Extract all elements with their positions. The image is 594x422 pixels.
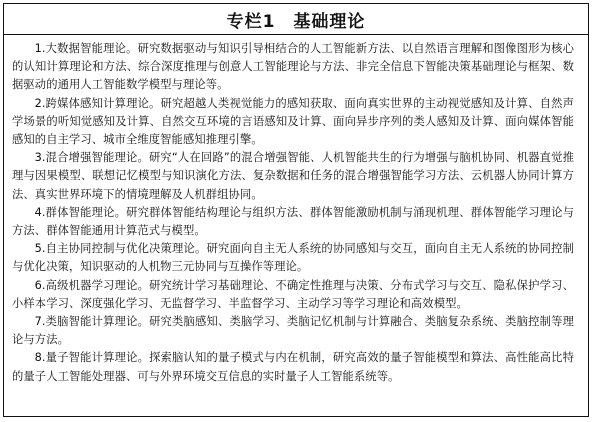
item-number: 3.	[34, 151, 46, 165]
item-body: 研究类脑感知、类脑学习、类脑记忆机制与计算融合、类脑复杂系统、类脑控制等理论与方法。	[12, 315, 574, 347]
box-header	[4, 4, 588, 35]
box-title	[227, 7, 366, 32]
item-body: 研究数据驱动与知识引导相结合的人工智能新方法、以自然语言理解和图像图形为核心的认知计算理论和方法、综合深度推理与创意人工智能理论与方法、非完全信息下智能决策基础理论与框架、数据驱动的通用人工智能数学模型与理论等。	[12, 42, 574, 92]
item-number: 8.	[34, 351, 46, 365]
item-number: 6.	[34, 278, 46, 292]
item-body: 研究群体智能结构理论与组织方法、群体智能激励机制与涌现机理、群体智能学习理论与方法、群体智能通用计算范式与模型。	[12, 205, 575, 238]
item-heading: 量子智能计算理论。	[45, 351, 150, 365]
item-number: 1.	[34, 42, 46, 55]
item-body: 研究“人在回路”的混合增强智能、人机智能共生的行为增强与脑机协同、机器直觉推理与因果模型、联想记忆模型与知识演化方法、复杂数据和任务的混合增强智能学习方法、云机器人协同计算方法、真实世界环境下的情境理解及人机群组协同。	[12, 151, 574, 201]
item-body: 研究面向自主无人系统的协同感知与交互，面向自主无人系统的协同控制与优化决策，知识驱动的人机物三元协同与互操作等理论。	[12, 242, 575, 274]
item-body: 探索脑认知的量子模式与内在机制，研究高效的量子智能模型和算法、高性能高比特的量子人工智能处理器、可与外界环境交互信息的实时量子人工智能系统等。	[12, 351, 574, 383]
item-heading: 高级机器学习理论。	[45, 278, 150, 292]
item-heading: 跨媒体感知计算理论。	[45, 96, 161, 110]
paragraph-item-2	[12, 95, 574, 150]
item-heading: 自主协同控制与优化决策理论。	[45, 242, 207, 256]
item-number: 5.	[34, 242, 46, 256]
item-heading: 大数据智能理论。	[45, 42, 138, 55]
item-number: 4.	[34, 205, 46, 219]
column-title: 基础理论	[293, 11, 366, 32]
item-heading: 群体智能理论。	[45, 205, 127, 219]
paragraph-item-5	[12, 240, 574, 276]
column-label: 专栏1	[226, 11, 276, 32]
info-box	[3, 3, 589, 417]
paragraph-item-7	[12, 313, 574, 349]
item-heading: 类脑智能计算理论。	[45, 315, 150, 329]
paragraph-item-1	[12, 40, 574, 95]
paragraph-item-3	[12, 149, 574, 204]
item-heading: 混合增强智能理论。	[45, 151, 149, 165]
paragraph-item-6	[12, 277, 574, 313]
box-content	[4, 35, 588, 386]
item-number: 7.	[34, 315, 46, 329]
paragraph-item-4	[12, 204, 574, 240]
item-number: 2.	[34, 96, 46, 110]
item-body: 研究统计学习基础理论、不确定性推理与决策、分布式学习与交互、隐私保护学习、小样本学习、深度强化学习、无监督学习、半监督学习、主动学习等学习理论和高效模型。	[12, 278, 574, 310]
item-body: 研究超越人类视觉能力的感知获取、面向真实世界的主动视觉感知及计算、自然声学场景的听知觉感知及计算、自然交互环境的言语感知及计算、面向异步序列的类人感知及计算、面向媒体智能感知的自主学习、城市全维度智能感知推理引擎。	[12, 96, 574, 147]
paragraph-item-8	[12, 349, 574, 385]
